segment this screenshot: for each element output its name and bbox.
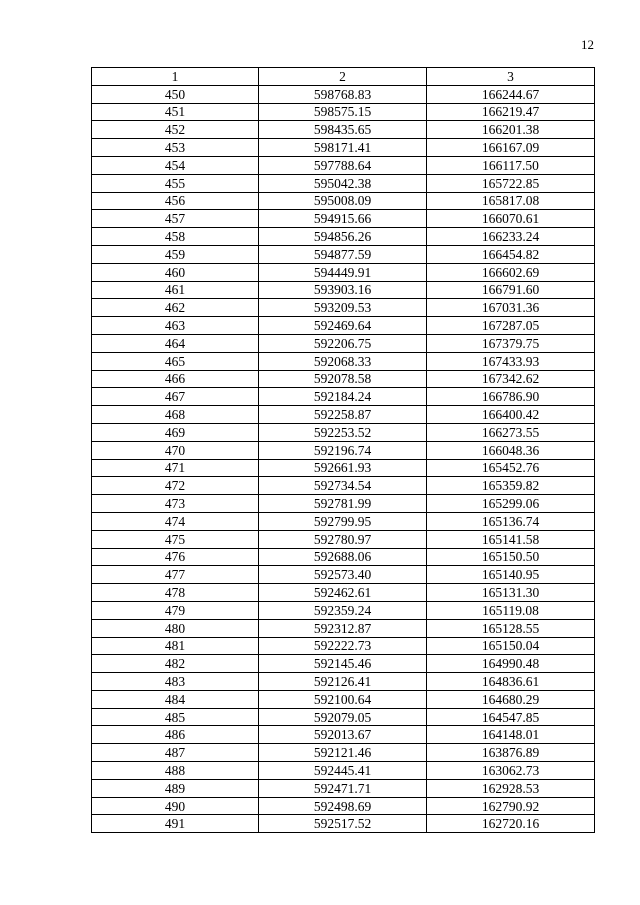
y-coordinate-cell: 165817.08 [427,192,595,210]
point-number-cell: 481 [92,637,259,655]
x-coordinate-cell: 592206.75 [259,334,427,352]
table-row [92,174,595,192]
point-number-cell: 458 [92,228,259,246]
x-coordinate-cell: 592145.46 [259,655,427,673]
table-row [92,495,595,513]
y-coordinate-cell: 166786.90 [427,388,595,406]
y-coordinate-cell: 165452.76 [427,459,595,477]
point-number-cell: 465 [92,352,259,370]
x-coordinate-cell: 592126.41 [259,673,427,691]
x-coordinate-cell: 592359.24 [259,601,427,619]
x-coordinate-cell: 592068.33 [259,352,427,370]
x-coordinate-cell: 597788.64 [259,156,427,174]
point-number-cell: 472 [92,477,259,495]
x-coordinate-cell: 594449.91 [259,263,427,281]
y-coordinate-cell: 162928.53 [427,779,595,797]
table-row [92,103,595,121]
table-row [92,690,595,708]
point-number-cell: 484 [92,690,259,708]
table-row [92,584,595,602]
table-row [92,423,595,441]
table-row [92,281,595,299]
table-row [92,459,595,477]
x-coordinate-cell: 593903.16 [259,281,427,299]
y-coordinate-cell: 166454.82 [427,245,595,263]
y-coordinate-cell: 164680.29 [427,690,595,708]
point-number-cell: 479 [92,601,259,619]
x-coordinate-cell: 592498.69 [259,797,427,815]
y-coordinate-cell: 165136.74 [427,512,595,530]
table-row [92,121,595,139]
x-coordinate-cell: 592258.87 [259,406,427,424]
point-number-cell: 469 [92,423,259,441]
point-number-cell: 450 [92,85,259,103]
x-coordinate-cell: 595008.09 [259,192,427,210]
x-coordinate-cell: 592312.87 [259,619,427,637]
y-coordinate-cell: 167031.36 [427,299,595,317]
x-coordinate-cell: 592661.93 [259,459,427,477]
x-coordinate-cell: 594877.59 [259,245,427,263]
point-number-cell: 459 [92,245,259,263]
table-row [92,726,595,744]
point-number-cell: 456 [92,192,259,210]
column-header-1: 1 [92,68,259,86]
point-number-cell: 451 [92,103,259,121]
point-number-cell: 478 [92,584,259,602]
table-row [92,299,595,317]
y-coordinate-cell: 166233.24 [427,228,595,246]
x-coordinate-cell: 592471.71 [259,779,427,797]
table-row [92,619,595,637]
y-coordinate-cell: 162720.16 [427,815,595,833]
y-coordinate-cell: 165131.30 [427,584,595,602]
y-coordinate-cell: 165128.55 [427,619,595,637]
y-coordinate-cell: 167287.05 [427,317,595,335]
table-row [92,156,595,174]
point-number-cell: 454 [92,156,259,174]
x-coordinate-cell: 592013.67 [259,726,427,744]
y-coordinate-cell: 165722.85 [427,174,595,192]
point-number-cell: 467 [92,388,259,406]
y-coordinate-cell: 165119.08 [427,601,595,619]
table-row [92,673,595,691]
point-number-cell: 462 [92,299,259,317]
point-number-cell: 485 [92,708,259,726]
x-coordinate-cell: 592799.95 [259,512,427,530]
point-number-cell: 452 [92,121,259,139]
table-row [92,406,595,424]
point-number-cell: 473 [92,495,259,513]
x-coordinate-cell: 594856.26 [259,228,427,246]
table-row [92,370,595,388]
y-coordinate-cell: 166400.42 [427,406,595,424]
x-coordinate-cell: 592100.64 [259,690,427,708]
y-coordinate-cell: 166219.47 [427,103,595,121]
y-coordinate-cell: 165150.04 [427,637,595,655]
point-number-cell: 455 [92,174,259,192]
y-coordinate-cell: 166791.60 [427,281,595,299]
table-row [92,762,595,780]
table-row [92,334,595,352]
x-coordinate-cell: 592573.40 [259,566,427,584]
y-coordinate-cell: 166048.36 [427,441,595,459]
table-row [92,228,595,246]
y-coordinate-cell: 164836.61 [427,673,595,691]
x-coordinate-cell: 592445.41 [259,762,427,780]
point-number-cell: 466 [92,370,259,388]
point-number-cell: 461 [92,281,259,299]
table-row [92,245,595,263]
y-coordinate-cell: 162790.92 [427,797,595,815]
y-coordinate-cell: 165150.50 [427,548,595,566]
x-coordinate-cell: 592184.24 [259,388,427,406]
point-number-cell: 490 [92,797,259,815]
y-coordinate-cell: 164990.48 [427,655,595,673]
x-coordinate-cell: 598171.41 [259,139,427,157]
x-coordinate-cell: 594915.66 [259,210,427,228]
table-row [92,815,595,833]
y-coordinate-cell: 163062.73 [427,762,595,780]
column-header-2: 2 [259,68,427,86]
coordinates-table-body [92,68,595,833]
point-number-cell: 475 [92,530,259,548]
point-number-cell: 482 [92,655,259,673]
point-number-cell: 471 [92,459,259,477]
y-coordinate-cell: 166244.67 [427,85,595,103]
table-row [92,263,595,281]
y-coordinate-cell: 165140.95 [427,566,595,584]
y-coordinate-cell: 166167.09 [427,139,595,157]
table-row [92,566,595,584]
y-coordinate-cell: 166070.61 [427,210,595,228]
point-number-cell: 457 [92,210,259,228]
point-number-cell: 488 [92,762,259,780]
table-row [92,637,595,655]
table-row [92,655,595,673]
point-number-cell: 453 [92,139,259,157]
table-row [92,708,595,726]
y-coordinate-cell: 166602.69 [427,263,595,281]
point-number-cell: 460 [92,263,259,281]
point-number-cell: 489 [92,779,259,797]
point-number-cell: 480 [92,619,259,637]
y-coordinate-cell: 164547.85 [427,708,595,726]
table-row [92,477,595,495]
y-coordinate-cell: 166273.55 [427,423,595,441]
x-coordinate-cell: 592222.73 [259,637,427,655]
y-coordinate-cell: 166117.50 [427,156,595,174]
point-number-cell: 491 [92,815,259,833]
y-coordinate-cell: 167433.93 [427,352,595,370]
x-coordinate-cell: 592781.99 [259,495,427,513]
x-coordinate-cell: 592517.52 [259,815,427,833]
x-coordinate-cell: 592688.06 [259,548,427,566]
table-row [92,779,595,797]
x-coordinate-cell: 592734.54 [259,477,427,495]
table-row [92,210,595,228]
x-coordinate-cell: 592462.61 [259,584,427,602]
point-number-cell: 463 [92,317,259,335]
page-number: 12 [581,37,594,52]
point-number-cell: 477 [92,566,259,584]
y-coordinate-cell: 165141.58 [427,530,595,548]
table-header-row [92,68,595,86]
table-row [92,192,595,210]
x-coordinate-cell: 598575.15 [259,103,427,121]
point-number-cell: 470 [92,441,259,459]
y-coordinate-cell: 166201.38 [427,121,595,139]
y-coordinate-cell: 167379.75 [427,334,595,352]
x-coordinate-cell: 595042.38 [259,174,427,192]
table-row [92,85,595,103]
x-coordinate-cell: 592469.64 [259,317,427,335]
x-coordinate-cell: 592079.05 [259,708,427,726]
table-row [92,548,595,566]
point-number-cell: 483 [92,673,259,691]
table-row [92,530,595,548]
x-coordinate-cell: 598768.83 [259,85,427,103]
x-coordinate-cell: 593209.53 [259,299,427,317]
y-coordinate-cell: 167342.62 [427,370,595,388]
table-row [92,601,595,619]
x-coordinate-cell: 592253.52 [259,423,427,441]
table-row [92,512,595,530]
x-coordinate-cell: 592780.97 [259,530,427,548]
y-coordinate-cell: 164148.01 [427,726,595,744]
point-number-cell: 486 [92,726,259,744]
point-number-cell: 487 [92,744,259,762]
point-number-cell: 468 [92,406,259,424]
table-row [92,139,595,157]
x-coordinate-cell: 592078.58 [259,370,427,388]
table-row [92,441,595,459]
x-coordinate-cell: 598435.65 [259,121,427,139]
y-coordinate-cell: 165299.06 [427,495,595,513]
x-coordinate-cell: 592121.46 [259,744,427,762]
table-row [92,352,595,370]
table-row [92,317,595,335]
table-row [92,744,595,762]
table-row [92,797,595,815]
y-coordinate-cell: 165359.82 [427,477,595,495]
column-header-3: 3 [427,68,595,86]
table-row [92,388,595,406]
coordinates-table [91,67,595,833]
y-coordinate-cell: 163876.89 [427,744,595,762]
x-coordinate-cell: 592196.74 [259,441,427,459]
point-number-cell: 476 [92,548,259,566]
point-number-cell: 464 [92,334,259,352]
point-number-cell: 474 [92,512,259,530]
